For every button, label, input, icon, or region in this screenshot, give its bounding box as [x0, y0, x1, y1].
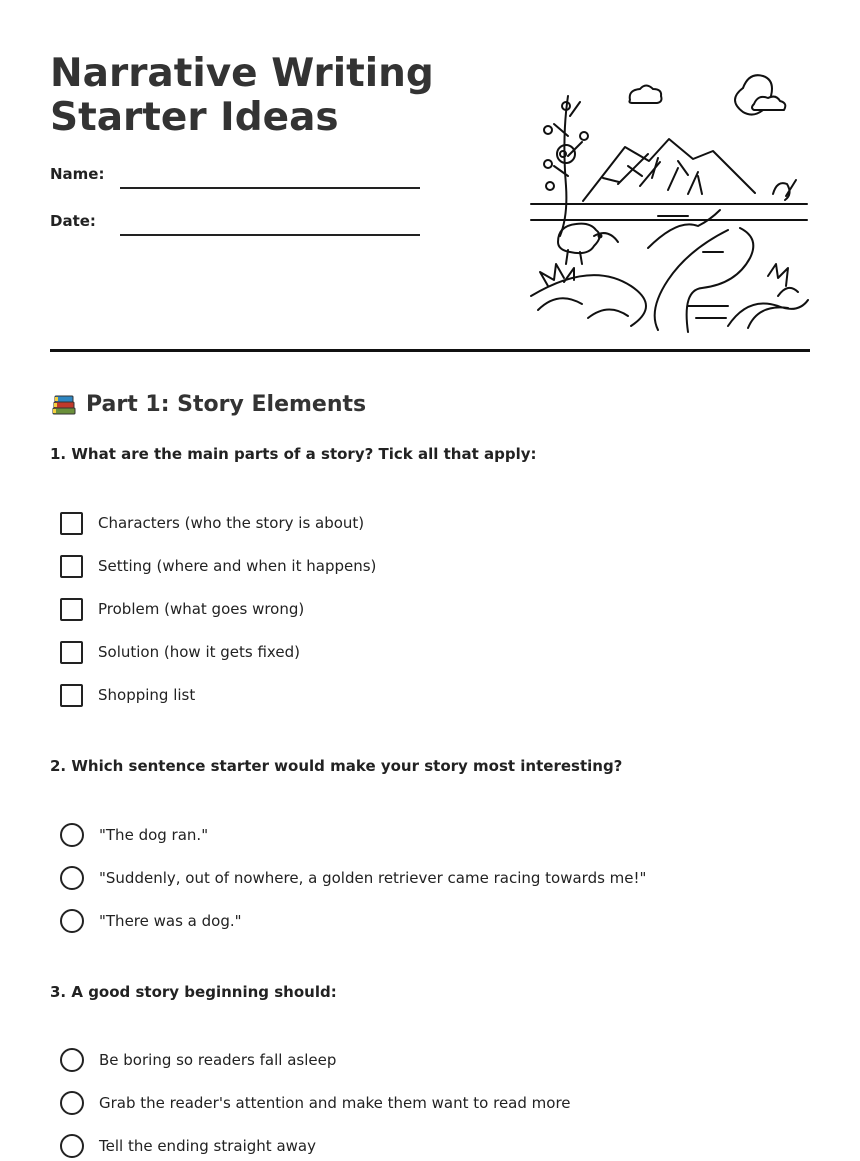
checkbox[interactable] [60, 641, 83, 664]
option-q1-3[interactable] [60, 597, 304, 621]
radio-button[interactable] [60, 866, 84, 890]
checkbox[interactable] [60, 598, 83, 621]
option-label: Problem (what goes wrong) [98, 600, 305, 618]
option-q3-2[interactable] [60, 1091, 571, 1115]
option-label: Characters (who the story is about) [98, 514, 365, 532]
radio-button[interactable] [60, 823, 84, 847]
name-field[interactable] [120, 187, 420, 189]
option-q2-3[interactable] [60, 909, 242, 933]
radio-button[interactable] [60, 1048, 84, 1072]
header-divider [50, 349, 810, 352]
option-q2-2[interactable] [60, 866, 646, 890]
option-label: Shopping list [98, 686, 196, 704]
radio-button[interactable] [60, 909, 84, 933]
option-label: Tell the ending straight away [99, 1137, 316, 1155]
option-q3-1[interactable] [60, 1048, 336, 1072]
option-label: "Suddenly, out of nowhere, a golden retriever came racing towards me!" [99, 869, 647, 887]
option-label: Grab the reader's attention and make them want to read more [99, 1094, 571, 1112]
option-q1-1[interactable] [60, 511, 364, 535]
name-label: Name: [50, 165, 105, 183]
option-q2-1[interactable] [60, 823, 208, 847]
section-heading-part1 [50, 388, 366, 420]
option-label: "There was a dog." [99, 912, 242, 930]
option-label: Solution (how it gets fixed) [98, 643, 300, 661]
page-title: Narrative Writing Starter Ideas [50, 51, 434, 140]
mountain-lake-kiwi-illustration [528, 66, 812, 334]
option-q1-5[interactable] [60, 683, 195, 707]
question-2: 2. Which sentence starter would make your story most interesting? [50, 757, 623, 775]
option-q1-4[interactable] [60, 640, 300, 664]
section-title: Part 1: Story Elements [86, 391, 367, 417]
checkbox[interactable] [60, 512, 83, 535]
option-q1-2[interactable] [60, 554, 376, 578]
option-label: Be boring so readers fall asleep [99, 1051, 337, 1069]
checkbox[interactable] [60, 555, 83, 578]
question-3: 3. A good story beginning should: [50, 983, 337, 1001]
books-icon [50, 390, 78, 418]
date-label: Date: [50, 212, 96, 230]
date-field[interactable] [120, 234, 420, 236]
option-label: "The dog ran." [99, 826, 209, 844]
question-1: 1. What are the main parts of a story? Tick all that apply: [50, 445, 537, 463]
radio-button[interactable] [60, 1091, 84, 1115]
checkbox[interactable] [60, 684, 83, 707]
option-label: Setting (where and when it happens) [98, 557, 377, 575]
option-q3-3[interactable] [60, 1134, 316, 1158]
radio-button[interactable] [60, 1134, 84, 1158]
